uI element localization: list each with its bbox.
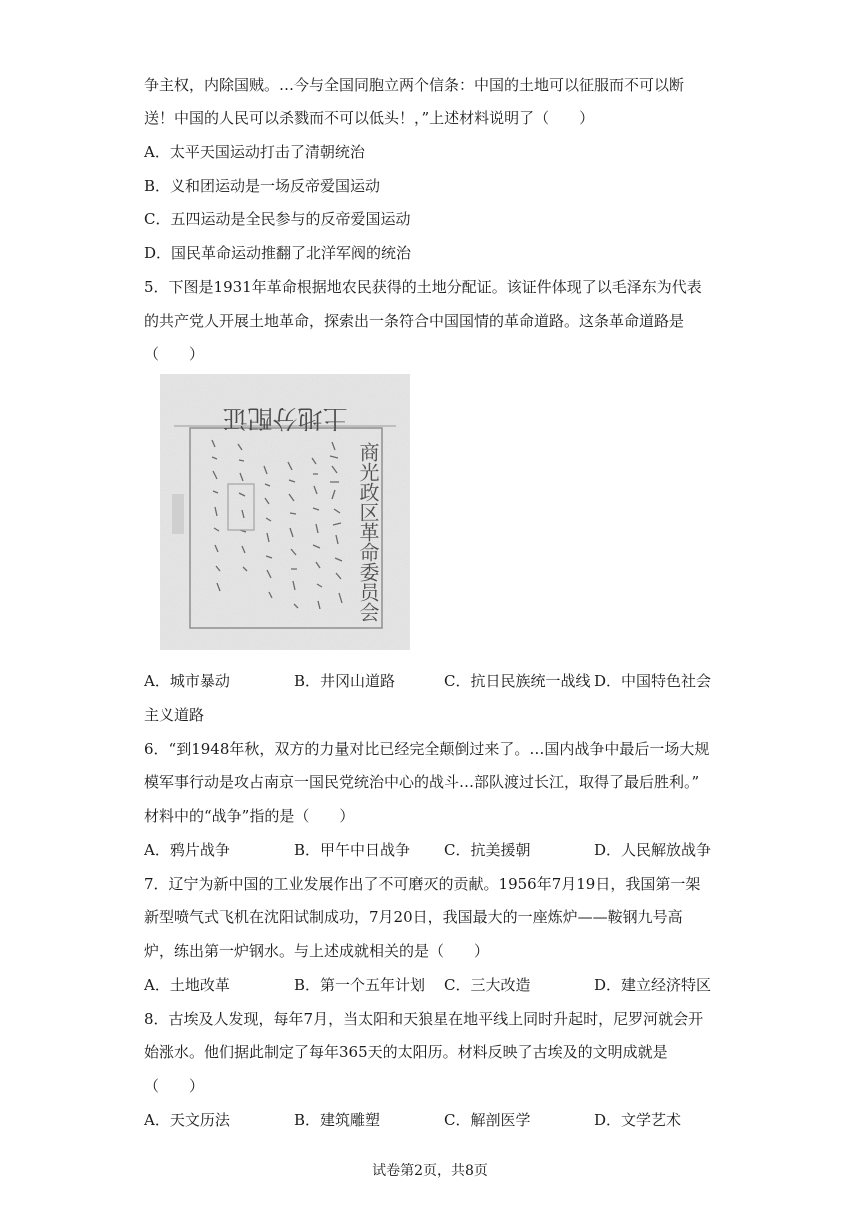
q5-stem-line-1: 5．下图是1931年革命根据地农民获得的土地分配证。该证件体现了以毛泽东为代表 bbox=[144, 278, 702, 296]
q7-option-d: D．建立经济特区 bbox=[594, 976, 712, 994]
q8-option-d: D．文学艺术 bbox=[594, 1111, 682, 1129]
q7-stem-line-2: 新型喷气式飞机在沈阳试制成功，7月20日，我国最大的一座炼炉——鞍钢九号高 bbox=[144, 908, 683, 926]
q5-stem-line-3: （ ） bbox=[144, 345, 205, 363]
q7-option-b: B．第一个五年计划 bbox=[294, 976, 426, 994]
q5-stem-line-2: 的共产党人开展土地革命，探索出一条符合中国国情的革命道路。这条革命道路是 bbox=[144, 312, 685, 330]
q5-option-a: A．城市暴动 bbox=[144, 672, 230, 690]
q4-option-c: C．五四运动是全民参与的反帝爱国运动 bbox=[144, 210, 411, 228]
q6-option-a: A．鸦片战争 bbox=[144, 841, 230, 859]
q7-stem-line-1: 7．辽宁为新中国的工业发展作出了不可磨灭的贡献。1956年7月19日，我国第一架 bbox=[144, 875, 701, 893]
q6-stem-line-2: 模军事行动是攻占南京一国民党统治中心的战斗…部队渡过长江，取得了最后胜利。” bbox=[144, 773, 700, 791]
q4-stem-line-1: 争主权，内除国贼。…今与全国同胞立两个信条：中国的土地可以征服而不可以断 bbox=[144, 76, 685, 94]
q6-option-b: B．甲午中日战争 bbox=[294, 841, 411, 859]
q5-option-b: B．井冈山道路 bbox=[294, 672, 396, 690]
q4-option-b: B．义和团运动是一场反帝爱国运动 bbox=[144, 177, 381, 195]
q8-stem-line-1: 8．古埃及人发现，每年7月，当太阳和天狼星在地平线上同时升起时，尼罗河就会开 bbox=[144, 1010, 704, 1028]
q6-option-d: D．人民解放战争 bbox=[594, 841, 712, 859]
q6-stem-line-1: 6．“到1948年秋，双方的力量对比已经完全颠倒过来了。…国内战争中最后一场大规 bbox=[144, 740, 710, 758]
q5-option-d-wrap: 主义道路 bbox=[144, 706, 205, 724]
q7-option-a: A．土地改革 bbox=[144, 976, 230, 994]
land-certificate-photo bbox=[160, 374, 410, 650]
q5-option-c: C．抗日民族统一战线 bbox=[444, 672, 591, 690]
q4-option-d: D．国民革命运动推翻了北洋军阀的统治 bbox=[144, 244, 412, 262]
q8-stem-line-2: 始涨水。他们据此制定了每年365天的太阳历。材料反映了古埃及的文明成就是 bbox=[144, 1043, 668, 1061]
certificate-authority: 商光政区革命委员会 bbox=[356, 442, 380, 622]
q6-stem-line-3: 材料中的“战争”指的是（ ） bbox=[144, 807, 355, 825]
page-footer: 试卷第2页，共8页 bbox=[372, 1163, 488, 1179]
q4-option-a: A．太平天国运动打击了清朝统治 bbox=[144, 143, 365, 161]
q7-option-c: C．三大改造 bbox=[444, 976, 531, 994]
q6-option-c: C．抗美援朝 bbox=[444, 841, 531, 859]
q8-option-b: B．建筑雕塑 bbox=[294, 1111, 381, 1129]
q5-option-d: D．中国特色社会 bbox=[594, 672, 712, 690]
q8-option-a: A．天文历法 bbox=[144, 1111, 230, 1129]
q8-stem-line-3: （ ） bbox=[144, 1077, 205, 1095]
q4-stem-line-2: 送！中国的人民可以杀戮而不可以低头！，”上述材料说明了（ ） bbox=[144, 109, 595, 127]
q8-option-c: C．解剖医学 bbox=[444, 1111, 531, 1129]
q7-stem-line-3: 炉，练出第一炉钢水。与上述成就相关的是（ ） bbox=[144, 942, 490, 960]
certificate-title: 土地分配证 bbox=[222, 404, 348, 433]
